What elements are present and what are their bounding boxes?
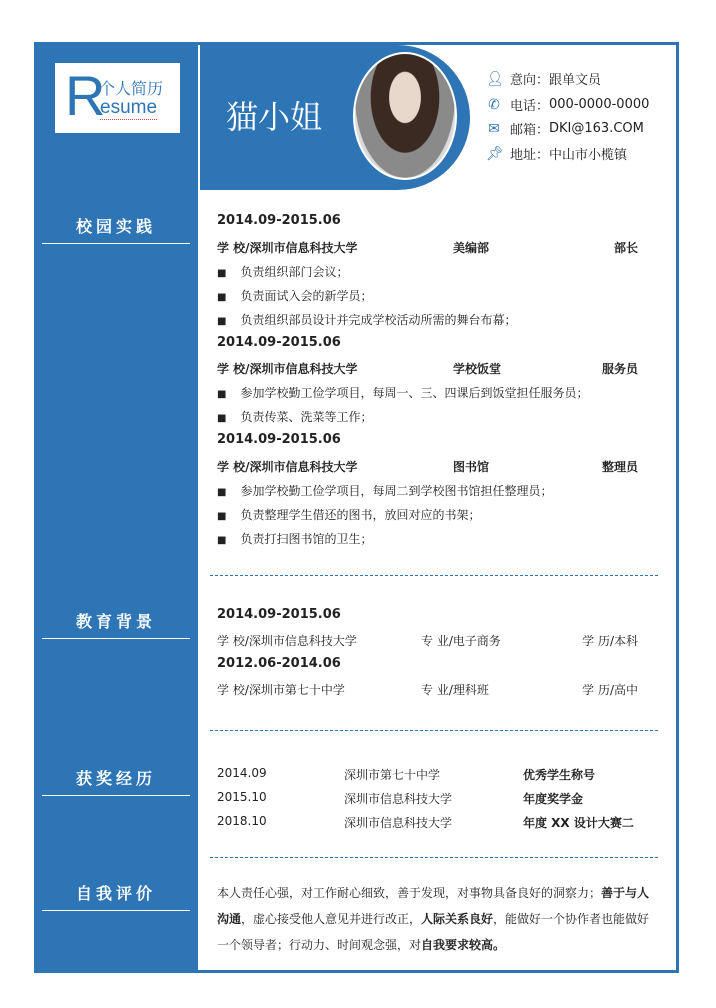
self-evaluation	[217, 880, 657, 958]
practice-school: 学 校/深圳市信息科技大学	[217, 362, 358, 376]
list-item: ■ 负责组织部门会议；	[217, 263, 348, 280]
section-title-education: 教育背景	[42, 609, 190, 639]
contact-email	[486, 119, 644, 138]
edu-school: 学 校/深圳市第七十中学	[217, 683, 345, 697]
self-highlight: 自我要求较高。	[421, 938, 506, 952]
edu-school: 学 校/深圳市信息科技大学	[217, 634, 357, 648]
person-name: 猫小姐	[226, 98, 323, 136]
award-date: 2018.10	[217, 814, 267, 828]
contact-label: 意向：	[510, 73, 550, 88]
practice-date: 2014.09-2015.06	[217, 335, 341, 350]
list-item: ■ 负责面试入会的新学员；	[217, 287, 372, 304]
sidebar	[34, 42, 198, 973]
edu-date: 2012.06-2014.06	[217, 656, 341, 671]
award-title: 年度 XX 设计大赛二	[523, 816, 634, 830]
contact-label: 邮箱：	[510, 123, 550, 138]
self-highlight: 善于与人沟通	[217, 886, 650, 926]
contact-value: 000-0000-0000	[549, 97, 650, 112]
edu-date: 2014.09-2015.06	[217, 607, 341, 622]
list-item: ■ 负责打扫图书馆的卫生；	[217, 530, 372, 547]
award-date: 2014.09	[217, 766, 267, 780]
list-item: ■ 负责组织部员设计并完成学校活动所需的舞台布幕；	[217, 311, 516, 328]
award-date: 2015.10	[217, 790, 267, 804]
award-org: 深圳市信息科技大学	[344, 816, 453, 830]
self-text: ，能做好一个协作者也能做好一个领导者；行动力、时间观念强，对	[217, 912, 650, 952]
award-org: 深圳市第七十中学	[344, 768, 441, 782]
practice-school: 学 校/深圳市信息科技大学	[217, 241, 358, 255]
logo-letter: R	[65, 64, 106, 127]
practice-date: 2014.09-2015.06	[217, 213, 341, 228]
section-title-self: 自我评价	[42, 881, 190, 911]
list-item: ■ 负责整理学生借还的图书，放回对应的书架；	[217, 506, 480, 523]
practice-date: 2014.09-2015.06	[217, 432, 341, 447]
contact-value: 跟单文员	[549, 73, 602, 88]
contact-label: 地址：	[510, 148, 550, 163]
award-org: 深圳市信息科技大学	[344, 792, 453, 806]
practice-school: 学 校/深圳市信息科技大学	[217, 460, 358, 474]
contact-address	[486, 144, 627, 163]
self-text: ，虚心接受他人意见并进行改正，	[241, 912, 422, 926]
edu-degree: 学 历/高中	[582, 683, 638, 697]
logo-en: esume	[100, 97, 158, 118]
profile-photo	[353, 52, 457, 180]
practice-dept: 美编部	[453, 241, 490, 255]
contact-phone	[486, 95, 649, 114]
edu-degree: 学 历/本科	[582, 634, 638, 648]
practice-role: 服务员	[601, 362, 638, 376]
phone-icon: ✆	[488, 96, 500, 113]
list-item: ■ 参加学校勤工俭学项目，每周二到学校图书馆担任整理员；	[217, 482, 552, 499]
self-text: 本人责任心强，对工作耐心细致，善于发现，对事物具备良好的洞察力；	[217, 886, 602, 900]
divider	[210, 857, 658, 858]
practice-dept: 图书馆	[453, 460, 490, 474]
edu-major: 专 业/电子商务	[421, 634, 501, 648]
pin-icon: 📌︎	[486, 145, 504, 162]
section-title-practice: 校园实践	[42, 214, 190, 244]
list-item: ■ 负责传菜、洗菜等工作；	[217, 408, 372, 425]
divider	[210, 730, 658, 731]
contact-label: 电话：	[510, 99, 550, 114]
practice-role: 部长	[613, 241, 638, 255]
contact-value: DKI@163.COM	[549, 121, 644, 136]
contact-intent	[486, 69, 601, 88]
contact-value: 中山市小榄镇	[549, 148, 628, 163]
divider	[210, 575, 658, 576]
practice-dept: 学校饭堂	[453, 362, 502, 376]
person-icon: 👤︎	[486, 70, 504, 87]
award-title: 年度奖学金	[523, 792, 584, 806]
logo-cn: 个人简历	[99, 79, 164, 98]
self-highlight: 人际关系良好	[421, 912, 494, 926]
edu-major: 专 业/理科班	[421, 683, 489, 697]
list-item: ■ 参加学校勤工俭学项目，每周一、三、四课后到饭堂担任服务员；	[217, 384, 588, 401]
resume-logo	[55, 63, 180, 133]
award-title: 优秀学生称号	[523, 768, 596, 782]
section-title-awards: 获奖经历	[42, 766, 190, 796]
mail-icon: ✉	[488, 120, 500, 137]
practice-role: 整理员	[601, 460, 638, 474]
